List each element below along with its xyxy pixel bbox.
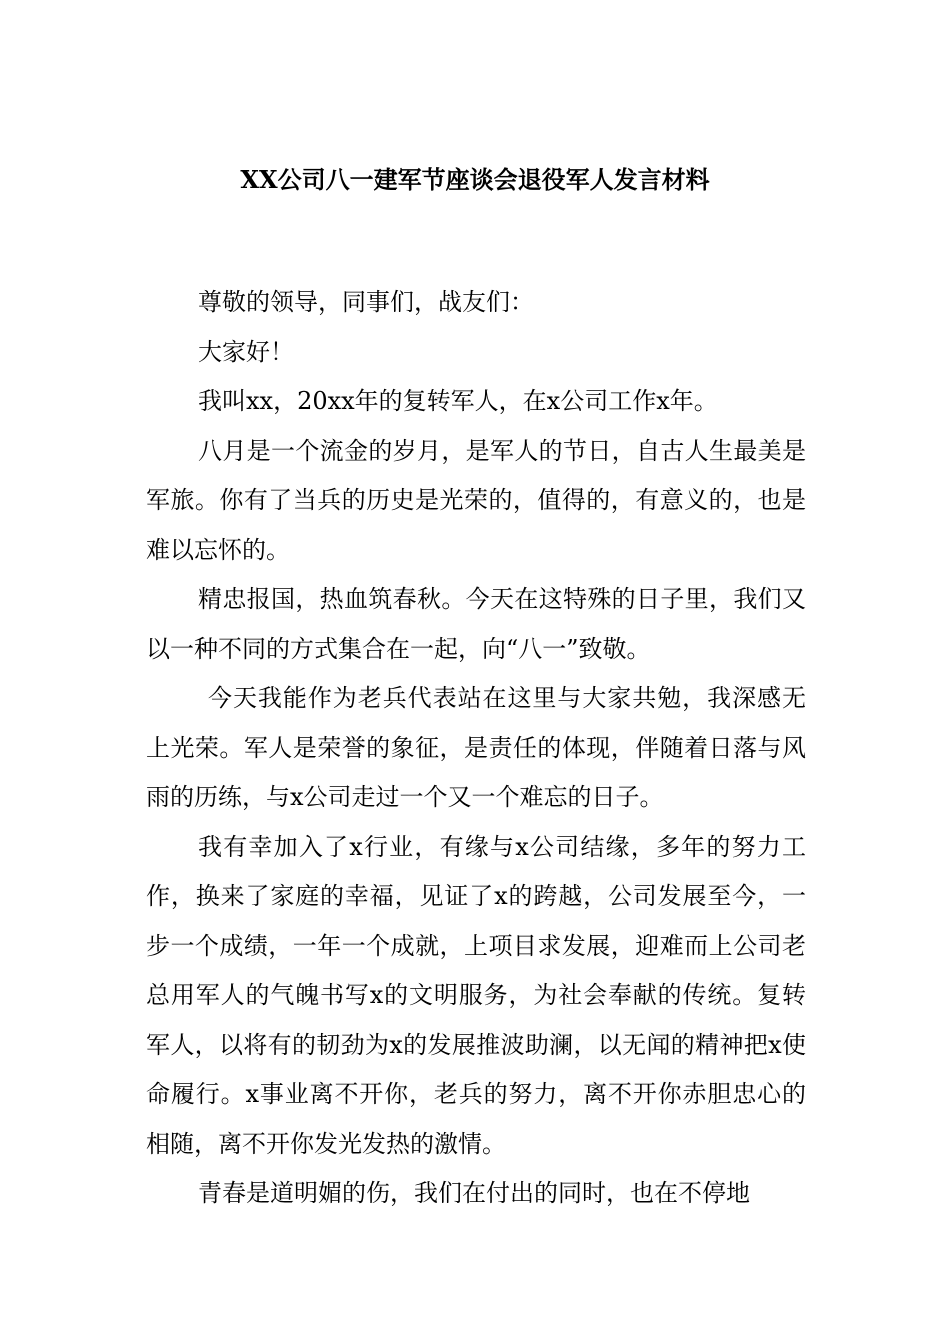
introduction-paragraph: 我叫xx，20xx年的复转军人，在x公司工作x年。 (198, 387, 718, 415)
body-paragraph: 精忠报国，热血筑春秋。今天在这特殊的日子里，我们又以一种不同的方式集合在一起，向“八一”致敬。 (146, 585, 806, 663)
body-paragraph: 青春是道明媚的伤，我们在付出的同时，也在不停地 (198, 1179, 750, 1207)
body-paragraph: 八月是一个流金的岁月，是军人的节日，自古人生最美是军旅。你有了当兵的历史是光荣的，值得的，有意义的，也是难以忘怀的。 (146, 436, 806, 564)
greeting-paragraph: 大家好！ (198, 337, 294, 366)
body-paragraph: 今天我能作为老兵代表站在这里与大家共勉，我深感无上光荣。军人是荣誉的象征，是责任的体现，伴随着日落与风雨的历练，与x公司走过一个又一个难忘的日子。 (146, 684, 806, 811)
document-title: XX公司八一建军节座谈会退役军人发言材料 (240, 165, 710, 194)
salutation-paragraph: 尊敬的领导，同事们，战友们： (198, 288, 534, 316)
body-paragraph: 我有幸加入了x行业，有缘与x公司结缘，多年的努力工作，换来了家庭的幸福，见证了x的跨越，公司发展至今，一步一个成绩，一年一个成就，上项目求发展，迎难而上公司老总用军人的气魄书写x的文明服务，为社会奉献的传统。复转军人，以将有的韧劲为x的发展推波助澜，以无闻的精神把x使命履行。x事业离不开你，老兵的努力，离不开你赤胆忠心的相随，离不开你发光发热的激情。 (146, 832, 806, 1158)
document-body (146, 278, 806, 1219)
